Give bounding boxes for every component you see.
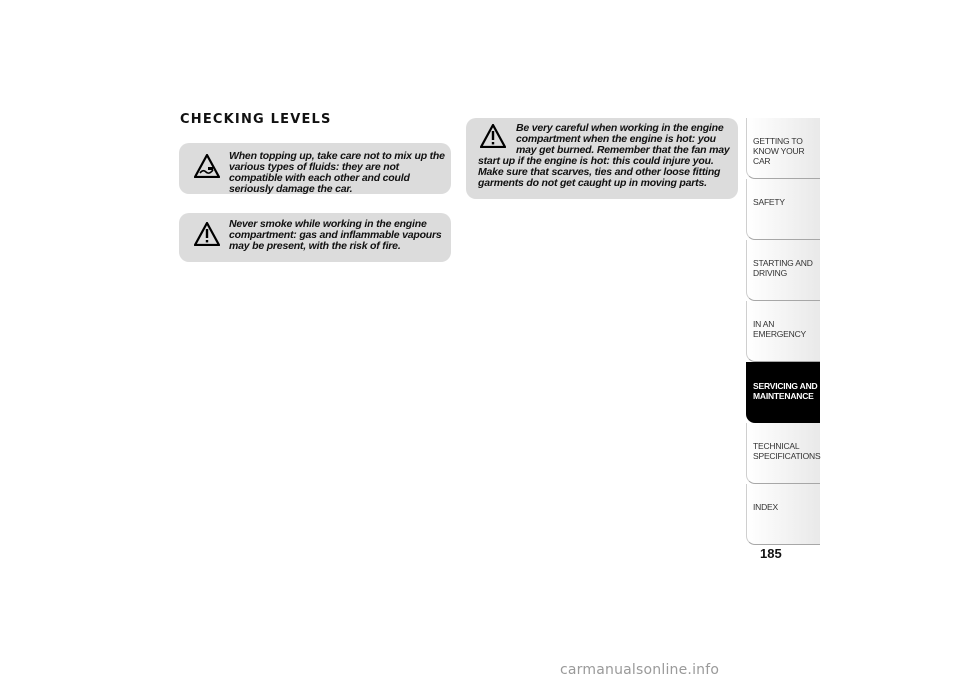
tab-getting-to-know-your-car[interactable] <box>746 118 820 179</box>
tab-label: STARTING AND DRIVING <box>753 258 813 278</box>
section-title: CHECKING LEVELS <box>180 112 332 127</box>
warning-text: When topping up, take care not to mix up the various types of fluids: they are not compatible with each other and could seriously damage the car. <box>229 150 445 195</box>
tab-servicing-and-maintenance[interactable] <box>746 362 820 423</box>
warning-box-fluids <box>179 143 451 194</box>
tab-in-an-emergency[interactable] <box>746 301 820 362</box>
tab-label: SERVICING AND MAINTENANCE <box>753 381 818 401</box>
fluid-warning-icon <box>194 154 220 178</box>
warning-box-hot-engine <box>466 118 738 199</box>
chapter-tabs <box>746 118 820 545</box>
watermark: carmanualsonline.info <box>560 662 720 678</box>
tab-label: IN AN EMERGENCY <box>753 319 806 339</box>
tab-label: SAFETY <box>753 197 785 207</box>
tab-label: TECHNICAL SPECIFICATIONS <box>753 441 821 461</box>
warning-text: Be very careful when working in the engine compartment when the engine is hot: you may get burned. Remember that the fan may start up if the engine is hot: this could injure you. Make sure that scarves, ties and other loose fitting garments do not get caught up in moving parts. <box>478 122 730 189</box>
tab-starting-and-driving[interactable] <box>746 240 820 301</box>
warning-triangle-icon <box>194 222 220 246</box>
tab-safety[interactable] <box>746 179 820 240</box>
warning-box-smoking <box>179 213 451 262</box>
page-number: 185 <box>760 546 782 561</box>
warning-text: Never smoke while working in the engine compartment: gas and inflammable vapours may be present, with the risk of fire. <box>229 218 442 252</box>
tab-label: INDEX <box>753 502 778 512</box>
warning-triangle-icon <box>480 124 506 148</box>
tab-label: GETTING TO KNOW YOUR CAR <box>753 136 805 166</box>
tab-index[interactable] <box>746 484 820 545</box>
tab-technical-specifications[interactable] <box>746 423 820 484</box>
